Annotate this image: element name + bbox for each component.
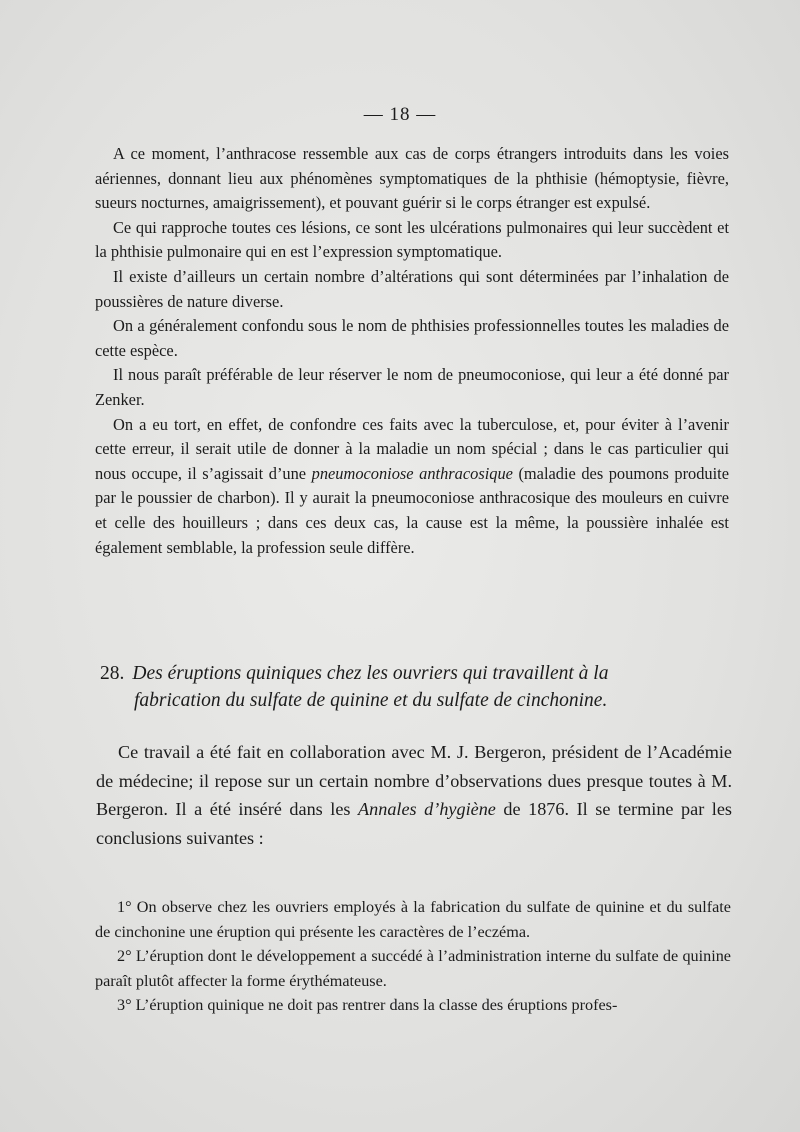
conclusion-item: 2° L’éruption dont le développement a succédé à l’administration interne du sulfate de quinine paraît plutôt affecter la forme érythémateuse. bbox=[95, 947, 731, 990]
paragraph bbox=[96, 738, 732, 852]
paragraph-text: de 1876. Il se termine par les conclusions suivantes : bbox=[96, 799, 732, 848]
conclusion-item: 3° L’éruption quinique ne doit pas rentrer dans la classe des éruptions profes- bbox=[117, 996, 618, 1014]
paragraph: A ce moment, l’anthracose ressemble aux cas de corps étrangers introduits dans les voies aériennes, donnant lieu aux phénomènes symptomatiques de la phthisie (hémoptysie, fièvre, sueurs nocturnes, amaigrissement), et pouvant guérir si le corps étranger est expulsé. bbox=[95, 144, 729, 213]
emphasis-term: pneumoconiose anthracosique bbox=[311, 463, 513, 483]
section-intro bbox=[96, 738, 732, 852]
paragraph: On a généralement confondu sous le nom de phthisies professionnelles toutes les maladies de cette espèce. bbox=[95, 316, 729, 360]
conclusions-list bbox=[95, 895, 731, 1018]
paragraph-text: On a eu tort, en effet, de confondre ces faits avec la tuberculose, et, pour éviter à l’avenir cette erreur, il serait utile de donner à la maladie un nom spécial ; dans le cas particulier qui nous occupe, il s’agissait d’une bbox=[95, 414, 729, 483]
section-title-line-1: Des éruptions quiniques chez les ouvriers qui travaillent à la bbox=[132, 663, 609, 684]
page-number: — 18 — bbox=[363, 104, 437, 125]
conclusion-item: 1° On observe chez les ouvriers employés à la fabrication du sulfate de quinine et du sulfate de cinchonine une éruption qui présente les caractères de l’eczéma. bbox=[95, 898, 731, 941]
paragraph: Il existe d’ailleurs un certain nombre d’altérations qui sont déterminées par l’inhalation de poussières de nature diverse. bbox=[95, 266, 729, 311]
section-title-line-2: fabrication du sulfate de quinine et du sulfate de cinchonine. bbox=[134, 690, 608, 711]
paragraph bbox=[95, 413, 729, 561]
paragraph: Ce qui rapproche toutes ces lésions, ce sont les ulcérations pulmonaires qui leur succèdent et la phthisie pulmonaire qui en est l’expression symptomatique. bbox=[95, 217, 729, 262]
paragraph: Il nous paraît préférable de leur réserver le nom de pneumoconiose, qui leur a été donné par Zenker. bbox=[95, 365, 729, 409]
section-number: 28. bbox=[100, 663, 125, 684]
paragraph-text: Ce travail a été fait en collaboration avec M. J. Bergeron, président de l’Académie de médecine; il repose sur un certain nombre d’observations dues presque toutes à M. Bergeron. Il a été inséré dans les bbox=[96, 742, 732, 819]
section-heading bbox=[100, 660, 740, 714]
body-text-top bbox=[95, 142, 729, 560]
paragraph-text: (maladie des poumons produite par le poussier de charbon). Il y aurait la pneumoconiose anthracosique des mouleurs en cuivre et celle des houilleurs ; dans ces deux cas, la cause est la même, la poussière inhalée est également semblable, la profession seule diffère. bbox=[95, 463, 730, 557]
journal-title: Annales d’hygiène bbox=[358, 799, 496, 819]
